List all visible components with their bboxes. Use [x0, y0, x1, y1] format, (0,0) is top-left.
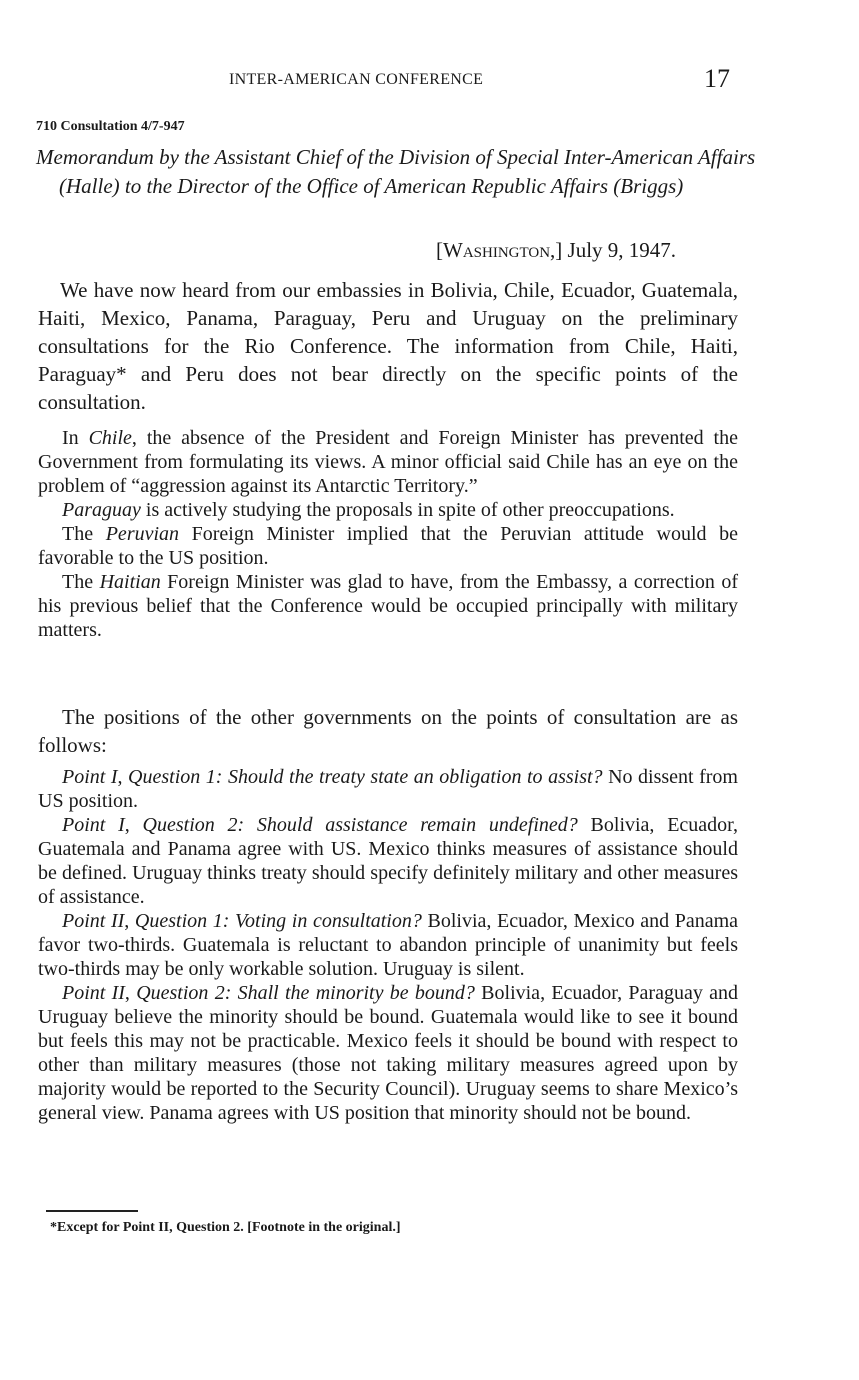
- footnote-rule: [46, 1210, 138, 1212]
- country-note: The Haitian Foreign Minister was glad to have, from the Embassy, a correction of his previous belief that the Conference would be occupied principally with military matters.: [38, 571, 739, 641]
- point-label: Point I: [62, 814, 125, 836]
- country-note: The Peruvian Foreign Minister implied that the Peruvian attitude would be favorable to the US position.: [38, 523, 739, 569]
- country-name: Chile: [88, 427, 132, 449]
- footnote: *Except for Point II, Question 2. [Footnote in the original.]: [50, 1220, 401, 1235]
- point-response: Bolivia, Ecuador, Paraguay and Uruguay believe the minority should be bound. Guatemala would like to see it bound but feels this may not be practicable. Mexico feels it should be bound with respect to other than military measures (those not taking military measures agreed upon by majority would be reported to the Security Council). Uruguay seems to share Mexico’s general view. Panama agrees with US position that minority should not be bound.: [38, 982, 738, 1124]
- running-head: INTER-AMERICAN CONFERENCE: [229, 71, 484, 88]
- point-question: Question 1: Should the treaty state an obligation to assist?: [128, 766, 603, 788]
- country-note: Paraguay is actively studying the proposals in spite of other preoccupations.: [62, 499, 675, 521]
- point-response: No dissent from US position.: [38, 766, 738, 812]
- country-name: Paraguay: [62, 499, 141, 521]
- point-question: Question 2: Shall the minority be bound?: [136, 982, 475, 1004]
- positions-intro: The positions of the other governments on the points of consultation are as follows:: [38, 705, 738, 757]
- point-entry: Point II, Question 1: Voting in consultation? Bolivia, Ecuador, Mexico and Panama favor two-thirds. Guatemala is reluctant to abandon principle of unanimity but feels two-thirds may be only workable solution. Uruguay is silent.: [38, 910, 739, 980]
- point-question: Question 1: Voting in consultation?: [134, 910, 422, 932]
- point-entry: Point II, Question 2: Shall the minority be bound? Bolivia, Ecuador, Paraguay and Uruguay believe the minority should be bound. Guatemala would like to see it bound but feels this may not be practicable. Mexico feels it should be bound with respect to other than military measures (those not taking military measures agreed upon by majority would be reported to the Security Council). Uruguay seems to share Mexico’s general view. Panama agrees with US position that minority should not be bound.: [38, 982, 738, 1124]
- points-of-consultation: [38, 765, 738, 1125]
- point-label: Point I: [62, 766, 118, 788]
- country-name: Peruvian: [105, 523, 180, 545]
- lead-paragraph: We have now heard from our embassies in Bolivia, Chile, Ecuador, Guatemala, Haiti, Mexico, Panama, Paraguay, Peru and Uruguay on the preliminary consultations for the Rio Conference. The information from Chile, Haiti, Paraguay* and Peru does not bear directly on the specific points of the consultation.: [38, 278, 738, 414]
- memorandum-title: Memorandum by the Assistant Chief of the Division of Special Inter-American Affairs (Halle) to the Director of the Office of American Republic Affairs (Briggs): [36, 145, 756, 198]
- point-label: Point II: [62, 982, 125, 1004]
- point-question: Question 2: Should assistance remain undefined?: [142, 814, 578, 836]
- point-response: Bolivia, Ecuador, Mexico and Panama favor two-thirds. Guatemala is reluctant to abandon principle of unanimity but feels two-thirds may be only workable solution. Uruguay is silent.: [38, 910, 739, 980]
- country-name: Haitian: [99, 571, 161, 593]
- dateline-place: [Washington,]: [436, 238, 563, 262]
- country-notes: [38, 426, 738, 642]
- dateline: [436, 238, 676, 263]
- point-entry: Point I, Question 1: Should the treaty state an obligation to assist? No dissent from US position.: [38, 766, 738, 812]
- dateline-date: July 9, 1947.: [567, 238, 677, 262]
- page-number: 17: [704, 64, 730, 93]
- country-note: In Chile, the absence of the President and Foreign Minister has prevented the Government from formulating its views. A minor official said Chile has an eye on the problem of “aggression against its Antarctic Territory.”: [38, 427, 738, 497]
- point-response: Bolivia, Ecuador, Guatemala and Panama agree with US. Mexico thinks measures of assistance should be defined. Uruguay thinks treaty should specify definitely military and other measures of assistance.: [38, 814, 739, 908]
- point-entry: Point I, Question 2: Should assistance remain undefined? Bolivia, Ecuador, Guatemala and Panama agree with US. Mexico thinks measures of assistance should be defined. Uruguay thinks treaty should specify definitely military and other measures of assistance.: [38, 814, 739, 908]
- point-label: Point II: [62, 910, 125, 932]
- file-reference: 710 Consultation 4/7-947: [36, 119, 185, 134]
